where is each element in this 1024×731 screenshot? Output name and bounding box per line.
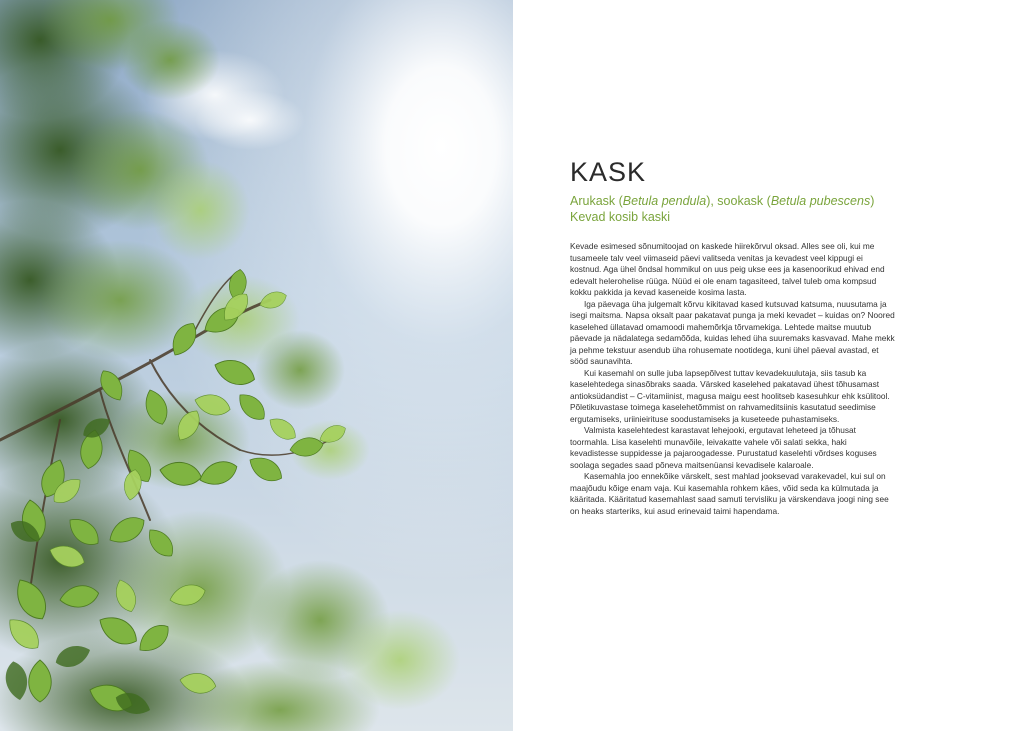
article-body	[570, 241, 895, 517]
species-line: Arukask (Betula pendula), sookask (Betula pubescens)	[570, 194, 875, 208]
paragraph: Kui kasemahl on sulle juba lapsepõlvest tuttav kevadekuulutaja, siis tasub ka kaselehtedega sinasõbraks saada. Värsked kaselehed pakatavad ühest tõhusamast antioksüdandist – C-vitamiinist, magusa maigu eest hoolitseb kasesuhkur ehk ksülitool. Põletikuvastase toimega kaselehetõmmist on rahvameditsiinis kasutatud seedimise ergutamiseks, uriinieirituse soodustamiseks ja kuseteede puhastamiseks.	[570, 367, 890, 424]
article-subtitle	[570, 193, 990, 225]
tagline: Kevad kosib kaski	[570, 210, 671, 224]
paragraph: Iga päevaga üha julgemalt kõrvu kikitavad kased kutsuvad katsuma, nuusutama ja isegi maitsma. Napsa oksalt paar pakatavat punga ja meki kevadet – kuidas on? Noored kaselehed üllatavad omamoodi mahemõrkja tõrvamekiga. Lehtede maitse muutub päevade ja nädalatega sedamõõda, kuidas lehed üha suuremaks kasvavad. Mahe mekk ja pehme tekstuur asendub üha rohusemate nootidega, kuni ühel päeval avastad, et sööd saunavihta.	[570, 298, 895, 366]
paragraph: Valmista kaselehtedest karastavat lehejooki, ergutavat leheteed ja tõhusat toormahla. Lisa kaselehti munavõile, leivakatte vahele või salati sekka, haki kevadistesse suppidesse ja pajaroogadesse. Purustatud kaselehti võrdses koguses soolaga segades saad põneva maitsenüansi kevadisele kalaroale.	[570, 425, 877, 470]
latin-name-betula-pubescens: Betula pubescens	[770, 194, 871, 208]
article-page	[513, 0, 1024, 731]
latin-name-betula-pendula: Betula pendula	[622, 194, 707, 208]
paragraph: Kevade esimesed sõnumitoojad on kaskede hiirekõrvul oksad. Alles see oli, kui me tusameele talv veel viimaseid päevi valitseda venitas ja kevadest veel kippugi ei kostnud. Aga ühel õndsal hommikul on uus peig ukse ees ja kasenoorikud ehivad end edevalt helerohelise rüüga. Nüüd ei ole enam tagasiteed, talvel tuleb oma kompsud kokku pakkida ja kevad kaseneide kosima lasta.	[570, 241, 885, 297]
paragraph: Kasemahla joo ennekõike värskelt, sest mahlad jooksevad varakevadel, kui sul on maajõudu kõige enam vaja. Kui kasemahla rohkem käes, võid seda ka külmutada ja kääritada. Kääritatud kasemahlast saad samuti tervisliku ja värskendava joogi ning see on heaks starteriks, kui asud erinevaid taimi hapendama.	[570, 471, 889, 516]
article-title: KASK	[570, 157, 647, 187]
